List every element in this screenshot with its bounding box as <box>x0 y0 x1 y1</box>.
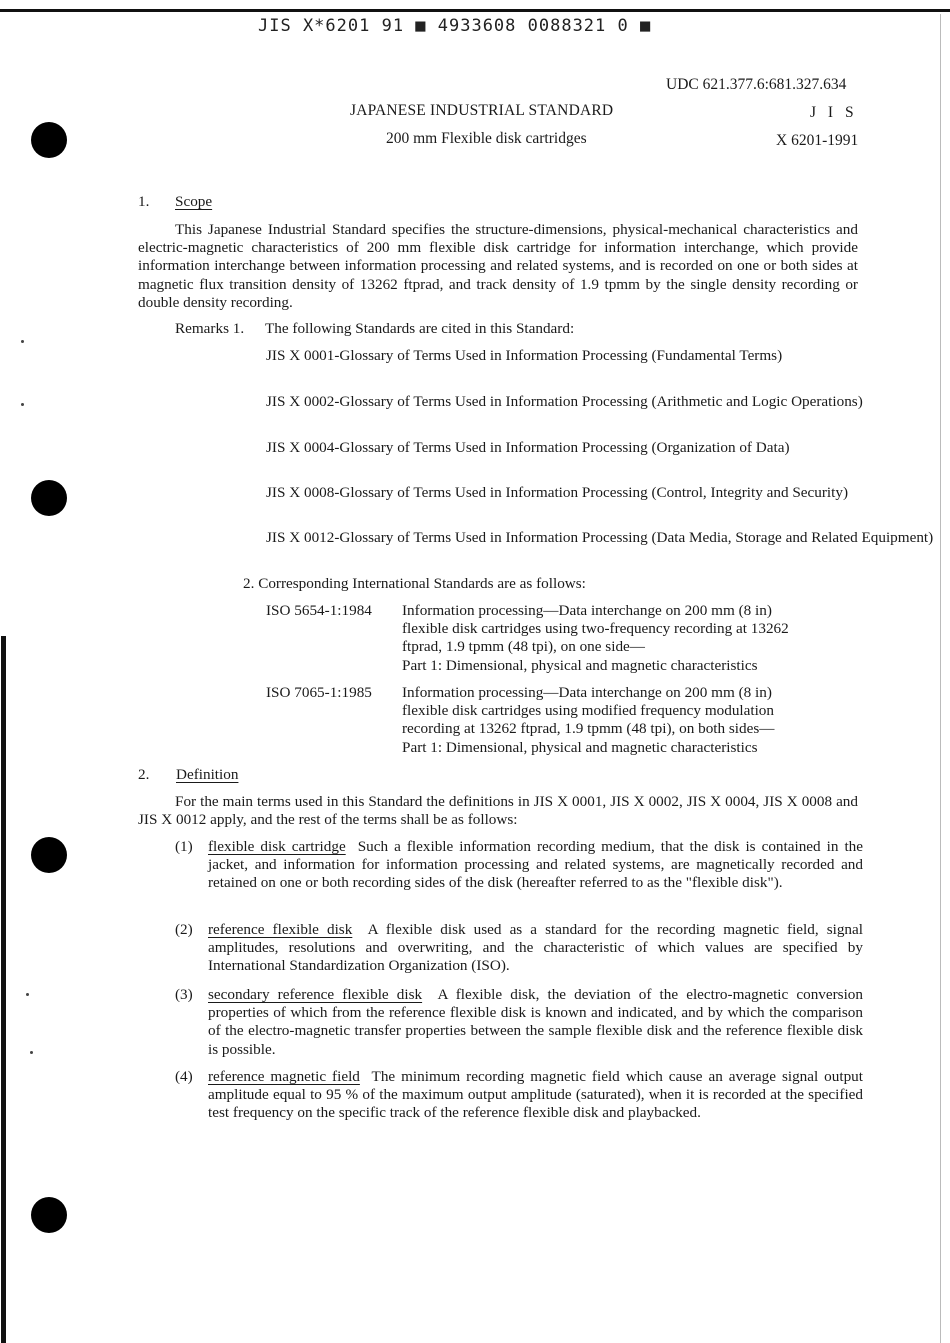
section-number: 1. <box>138 193 150 210</box>
punch-hole <box>31 1197 67 1233</box>
scan-speck <box>30 1051 33 1054</box>
definition-term: reference magnetic field <box>208 1068 360 1085</box>
iso-description <box>402 602 868 675</box>
definition-term: flexible disk cartridge <box>208 838 346 855</box>
iso-line: Information processing—Data interchange on 200 mm (8 in) <box>402 602 772 619</box>
scan-speck <box>26 993 29 996</box>
iso-line: Part 1: Dimensional, physical and magnetic characteristics <box>402 738 758 756</box>
scan-margin-bar <box>1 636 6 1343</box>
iso-code: ISO 5654-1:1984 <box>266 602 372 619</box>
definition-item <box>208 838 863 893</box>
jis-mark: J I S <box>810 104 858 121</box>
section-title-definition: Definition <box>176 766 239 783</box>
scan-speck <box>21 403 24 406</box>
scope-body: This Japanese Industrial Standard specifies the structure-dimensions, physical-mechanical characteristics and electric-magnetic characteristics of 200 mm flexible disk cartridge for information interchange, which provide information interchange between information processing and related systems, and is recorded on one or both sides at magnetic flux transition density of 13262 ftprad, and track density of 1.9 tpmm by the single density recording or double density recording. <box>138 221 858 311</box>
definition-intro: For the main terms used in this Standard the definitions in JIS X 0001, JIS X 0002, JIS X 0004, JIS X 0008 and JIS X 0012 apply, and the rest of the terms shall be as follows: <box>138 793 858 829</box>
scan-code-line: JIS X*6201 91 ■ 4933608 0088321 0 ■ <box>258 16 652 36</box>
punch-hole <box>31 837 67 873</box>
standard-number: X 6201-1991 <box>776 132 859 149</box>
remarks-2: 2. Corresponding International Standards are as follows: <box>243 575 586 592</box>
punch-hole <box>31 122 67 158</box>
iso-line: flexible disk cartridges using two-frequency recording at 13262 <box>402 620 789 638</box>
definition-text: The minimum recording magnetic field which cause an average signal output amplitude equal to 95 % of the maximum output amplitude (saturated), when it is recorded at the specified test frequency on the specific track of the reference flexible disk and playbacked. <box>208 1068 863 1122</box>
definition-paragraph <box>138 793 858 829</box>
iso-line: recording at 13262 ftprad, 1.9 tpmm (48 tpi), on both sides— <box>402 720 775 738</box>
definition-item <box>208 921 863 976</box>
scan-speck <box>21 340 24 343</box>
definition-item <box>208 986 863 1059</box>
remarks-intro: The following Standards are cited in this Standard: <box>265 320 575 337</box>
iso-code: ISO 7065-1:1985 <box>266 684 372 701</box>
definition-text: Such a flexible information recording medium, that the disk is contained in the jacket, and information for information processing and related systems, are magnetically recorded and retained on one or both recording sides of the disk (hereafter referred to as the "flexible disk"). <box>208 838 864 892</box>
punch-hole <box>31 480 67 516</box>
page-subtitle: 200 mm Flexible disk cartridges <box>386 130 587 147</box>
definition-text: A flexible disk used as a standard for the recording magnetic field, signal amplitudes, resolutions and overwriting, and the characteristic of which values are specified by International Standardization Organization (ISO). <box>208 921 863 975</box>
cited-standard: JIS X 0004-Glossary of Terms Used in Information Processing (Organization of Data) <box>266 439 790 456</box>
iso-description <box>402 684 868 757</box>
iso-line: flexible disk cartridges using modified frequency modulation <box>402 702 774 720</box>
iso-line: ftprad, 1.9 tpmm (48 tpi), on one side— <box>402 638 645 656</box>
section-number: 2. <box>138 766 150 783</box>
section-title-scope: Scope <box>175 193 213 210</box>
remarks-label: Remarks 1. <box>175 320 245 337</box>
definition-text: A flexible disk, the deviation of the electro-magnetic conversion properties of which from the reference flexible disk is known and indicated, and by which the comparison of the electro-magnetic transfer properties between the sample flexible disk and the reference flexible disk is possible. <box>208 986 863 1058</box>
page-title: JAPANESE INDUSTRIAL STANDARD <box>350 102 614 119</box>
cited-standard: JIS X 0002-Glossary of Terms Used in Information Processing (Arithmetic and Logic Operations) <box>266 393 863 410</box>
scan-right-edge <box>940 14 941 1343</box>
scan-top-rule <box>0 9 950 12</box>
definition-number: (4) <box>175 1068 193 1085</box>
iso-line: Information processing—Data interchange on 200 mm (8 in) <box>402 684 772 701</box>
definition-number: (2) <box>175 921 193 938</box>
cited-standard: JIS X 0012-Glossary of Terms Used in Information Processing (Data Media, Storage and Related Equipment) <box>266 529 934 546</box>
definition-term: reference flexible disk <box>208 921 353 938</box>
definition-term: secondary reference flexible disk <box>208 986 423 1003</box>
cited-standard: JIS X 0001-Glossary of Terms Used in Information Processing (Fundamental Terms) <box>266 347 783 364</box>
iso-line: Part 1: Dimensional, physical and magnetic characteristics <box>402 656 758 674</box>
cited-standard: JIS X 0008-Glossary of Terms Used in Information Processing (Control, Integrity and Security) <box>266 484 849 501</box>
definition-number: (1) <box>175 838 193 855</box>
scope-paragraph <box>138 221 858 312</box>
definition-number: (3) <box>175 986 193 1003</box>
definition-item <box>208 1068 863 1123</box>
udc-number: UDC 621.377.6:681.327.634 <box>666 76 847 93</box>
